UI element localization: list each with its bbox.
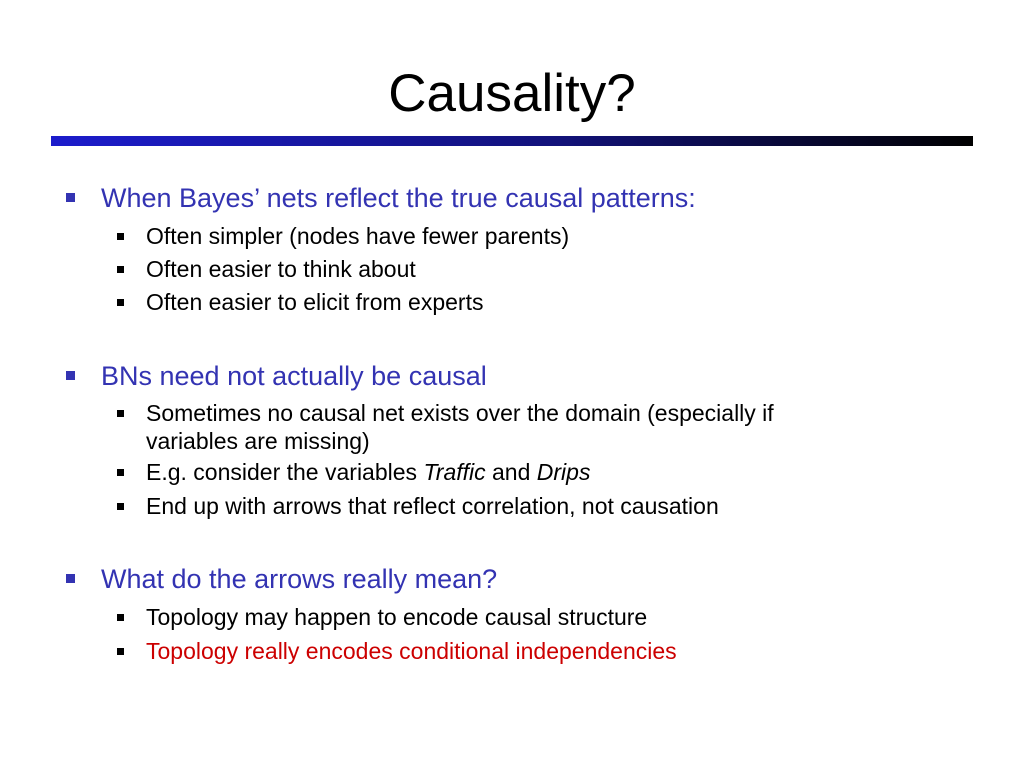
square-bullet-icon <box>117 614 124 621</box>
slide-title: Causality? <box>388 64 636 123</box>
list-item-joiner: and <box>485 459 537 485</box>
square-bullet-icon <box>117 648 124 655</box>
square-bullet-icon <box>117 469 124 476</box>
square-bullet-icon <box>117 266 124 273</box>
list-item <box>146 399 774 455</box>
square-bullet-icon <box>117 410 124 417</box>
square-bullet-icon <box>66 371 75 380</box>
list-item-line-1: Sometimes no causal net exists over the domain (especially if <box>146 400 774 426</box>
square-bullet-icon <box>117 299 124 306</box>
list-item-line-2: variables are missing) <box>146 428 370 454</box>
list-item: Topology may happen to encode causal structure <box>146 604 648 630</box>
section-heading-arrows-meaning: What do the arrows really mean? <box>101 564 498 594</box>
variable-drips: Drips <box>536 459 591 485</box>
section-heading-causal-patterns: When Bayes’ nets reflect the true causal patterns: <box>101 183 696 213</box>
list-item-highlighted: Topology really encodes conditional independencies <box>146 638 677 664</box>
list-item: Often simpler (nodes have fewer parents) <box>146 223 570 249</box>
square-bullet-icon <box>117 503 124 510</box>
square-bullet-icon <box>117 233 124 240</box>
title-underline-rule <box>51 136 973 146</box>
section-heading-not-causal: BNs need not actually be causal <box>101 361 487 391</box>
square-bullet-icon <box>66 193 75 202</box>
list-item-prefix: E.g. consider the variables <box>146 459 424 485</box>
list-item: Often easier to elicit from experts <box>146 289 484 315</box>
square-bullet-icon <box>66 574 75 583</box>
variable-traffic: Traffic <box>423 459 486 485</box>
list-item <box>146 458 590 486</box>
list-item: Often easier to think about <box>146 256 416 282</box>
list-item: End up with arrows that reflect correlation, not causation <box>146 493 719 519</box>
